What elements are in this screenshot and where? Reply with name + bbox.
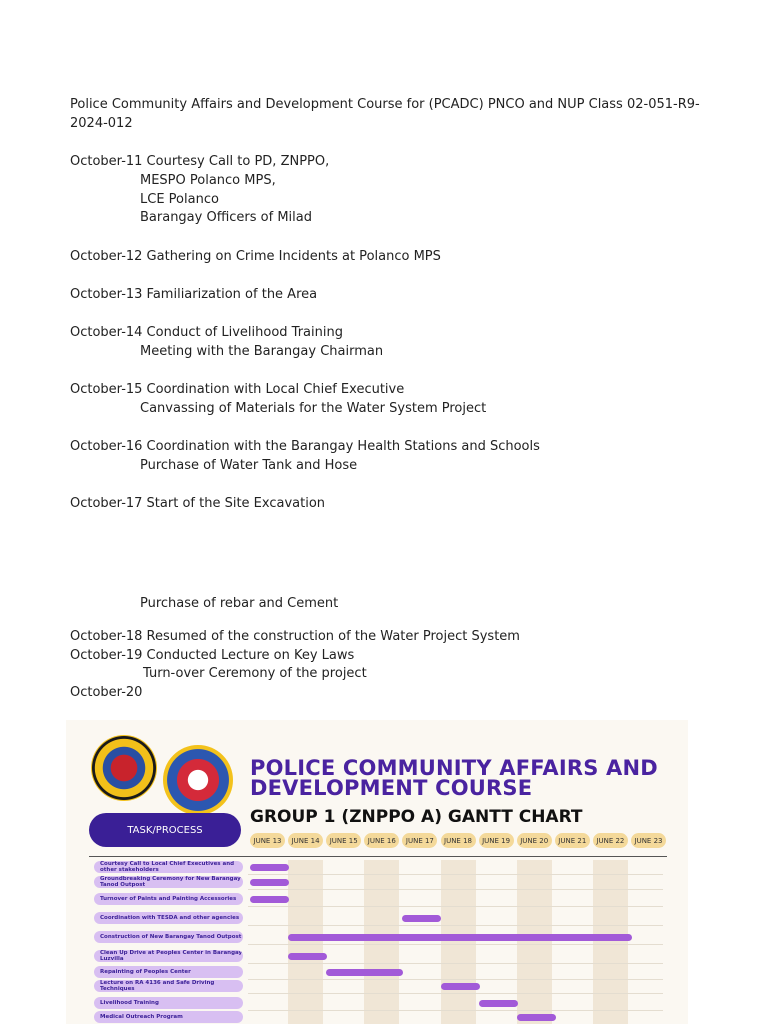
schedule-line: Canvassing of Materials for the Water System Project [140,401,487,416]
row-gridline [248,906,663,907]
gantt-bar [326,969,403,976]
row-gridline [248,925,663,926]
gantt-bar [288,934,632,941]
row-gridline [248,963,663,964]
task-label: Livelihood Training [94,997,243,1009]
schedule-line: Purchase of Water Tank and Hose [140,458,358,473]
gantt-bar [441,983,480,990]
schedule-line: October-14 Conduct of Livelihood Training [70,325,343,340]
schedule-line: LCE Polanco [140,192,219,207]
task-label: Groundbreaking Ceremony for New Barangay Tanod Outpost [94,876,243,888]
schedule-line: MESPO Polanco MPS, [140,173,276,188]
task-label: Construction of New Barangay Tanod Outpost [94,931,243,943]
doc-title-line-1: Police Community Affairs and Development Course for (PCADC) PNCO and NUP Class 02-051-R9- [70,97,700,112]
row-gridline [248,944,663,945]
schedule-line: October-19 Conducted Lecture on Key Laws [70,648,355,663]
date-column-band [288,860,323,1024]
schedule-line: October-16 Coordination with the Barangay Health Stations and Schools [70,439,540,454]
date-label: JUNE 19 [479,833,514,848]
gantt-bar [517,1014,556,1021]
schedule-line: October-12 Gathering on Crime Incidents at Polanco MPS [70,249,441,264]
infographic-title: POLICE COMMUNITY AFFAIRS AND DEVELOPMENT COURSE [250,756,658,800]
date-column-band [517,860,552,1024]
infographic-subtitle: GROUP 1 (ZNPPO A) GANTT CHART [250,807,583,827]
gantt-bar [402,915,441,922]
gantt-bar [250,864,289,871]
task-process-header: TASK/PROCESS [89,813,241,847]
date-column-band [364,860,399,1024]
task-label: Courtesy Call to Local Chief Executives and other stakeholders [94,861,243,873]
date-label: JUNE 16 [364,833,399,848]
schedule-line: Purchase of rebar and Cement [140,596,339,611]
pcadc-logo-icon [163,745,233,815]
pnp-seal-icon [91,735,157,801]
header-divider [89,856,667,857]
row-gridline [248,874,663,875]
schedule-line: Meeting with the Barangay Chairman [140,344,384,359]
schedule-line: Barangay Officers of Milad [140,210,312,225]
schedule-line: October-15 Coordination with Local Chief Executive [70,382,405,397]
task-label: Medical Outreach Program [94,1011,243,1023]
gantt-bar [479,1000,518,1007]
date-label: JUNE 23 [631,833,666,848]
schedule-line: October-18 Resumed of the construction of the Water Project System [70,629,520,644]
task-label: Clean Up Drive at Peoples Center in Barangay Luzvilla [94,950,243,962]
schedule-line: October-13 Familiarization of the Area [70,287,318,302]
date-column-band [593,860,628,1024]
gantt-bar [250,896,289,903]
row-gridline [248,993,663,994]
date-label: JUNE 14 [288,833,323,848]
row-gridline [248,979,663,980]
schedule-line: October-11 Courtesy Call to PD, ZNPPO, [70,154,330,169]
schedule-line: October-17 Start of the Site Excavation [70,496,326,511]
gantt-bar [288,953,327,960]
row-gridline [248,889,663,890]
date-column-band [441,860,476,1024]
date-label: JUNE 18 [441,833,476,848]
date-label: JUNE 17 [402,833,437,848]
task-label: Coordination with TESDA and other agencies [94,912,243,924]
schedule-line: October-20 [70,685,143,700]
row-gridline [248,1010,663,1011]
date-label: JUNE 22 [593,833,628,848]
date-label: JUNE 13 [250,833,285,848]
date-label: JUNE 20 [517,833,552,848]
date-label: JUNE 21 [555,833,590,848]
date-label: JUNE 15 [326,833,361,848]
task-label: Turnover of Paints and Painting Accessories [94,893,243,905]
schedule-line: Turn-over Ceremony of the project [143,666,367,681]
gantt-infographic [66,720,688,1024]
doc-title-line-2: 2024-012 [70,116,133,131]
gantt-bar [250,879,289,886]
task-label: Lecture on RA 4136 and Safe Driving Techniques [94,980,243,992]
task-label: Repainting of Peoples Center [94,966,243,978]
